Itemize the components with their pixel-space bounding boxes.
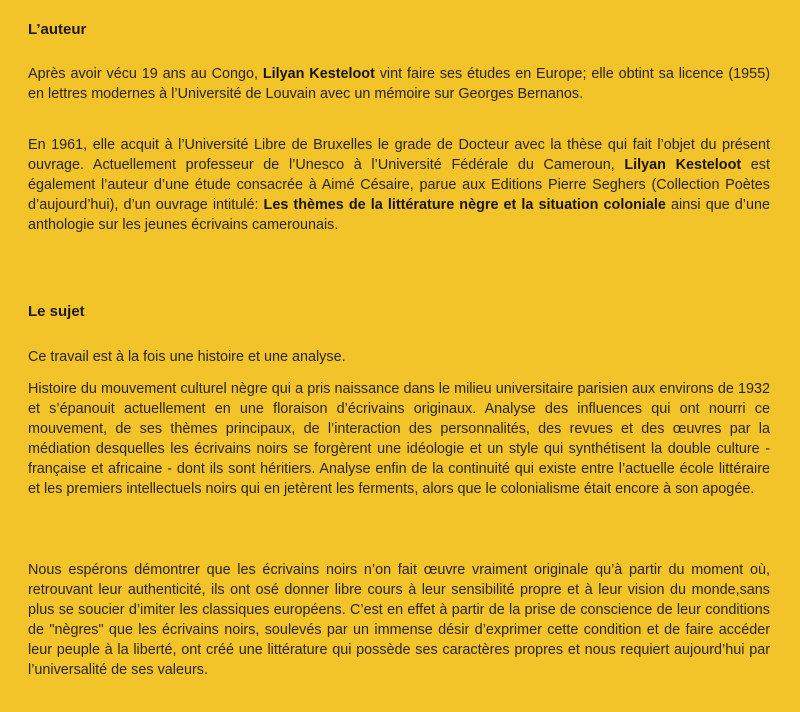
auteur-p2-text-1: En 1961, elle acquit à l’Université Libre de Bruxelles le grade de Docteur avec la thèse qui fait l’objet du présent ouvrage. Actuellement professeur de l’Unesco à l’Université Fédérale du Cameroun, xyxy=(28,137,770,173)
auteur-paragraph-2 xyxy=(28,135,770,235)
auteur-p2-text-2: est également l’auteur d’une étude consacrée à Aimé Césaire, parue aux Editions Pierre Seghers (Collection Poètes d’aujourd’hui), d’un ouvrage intitulé: xyxy=(28,157,770,213)
auteur-p2-text-3: ainsi que d’une anthologie sur les jeunes écrivains camerounais. xyxy=(28,197,770,233)
auteur-paragraph-1 xyxy=(28,64,770,104)
section-heading-auteur: L’auteur xyxy=(28,21,87,38)
sujet-paragraph-2: Histoire du mouvement culturel nègre qui a pris naissance dans le milieu universitaire parisien aux environs de 1932 et s’épanouit actuellement en une floraison d’écrivains originaux. Analyse des influences qui ont nourri ce mouvement, de ses thèmes principaux, de l’interaction des personnalités, des revues et des œuvres par la médiation desquelles les écrivains noirs se forgèrent une idéologie et un style qui synthétisent la double culture - française et africaine - dont ils sont héritiers. Analyse enfin de la continuité qui existe entre l’actuelle école littéraire et les premiers intellectuels noirs qui en jetèrent les ferments, alors que le colonialisme était encore à son apogée. xyxy=(28,381,770,497)
auteur-p1-text-2: vint faire ses études en Europe; elle obtint sa licence (1955) en lettres modernes à l’Université de Louvain avec un mémoire sur Georges Bernanos. xyxy=(28,66,770,102)
sujet-paragraph-1: Ce travail est à la fois une histoire et une analyse. xyxy=(28,349,346,365)
author-name-2: Lilyan Kesteloot xyxy=(624,157,742,173)
sujet-paragraph-3: Nous espérons démontrer que les écrivains noirs n’on fait œuvre vraiment originale qu’à partir du moment où, retrouvant leur authenticité, ils ont osé donner libre cours à leur sensibilité propre et à leur vision du monde,sans plus se soucier d’imiter les classiques européens. C’est en effet à partir de la prise de conscience de leur conditions de "nègres" que les écrivains noirs, soulevés par un immense désir d’exprimer cette condition et de faire accéder leur peuple à la liberté, ont créé une littérature qui possède ses caractères propres et nous requiert aujourd’hui par l’universalité de ses valeurs. xyxy=(28,562,770,678)
auteur-p1-text-1: Après avoir vécu 19 ans au Congo, xyxy=(28,66,263,82)
section-heading-sujet: Le sujet xyxy=(28,303,85,320)
author-name: Lilyan Kesteloot xyxy=(262,66,375,82)
book-title: Les thèmes de la littérature nègre et la situation coloniale xyxy=(263,197,666,213)
